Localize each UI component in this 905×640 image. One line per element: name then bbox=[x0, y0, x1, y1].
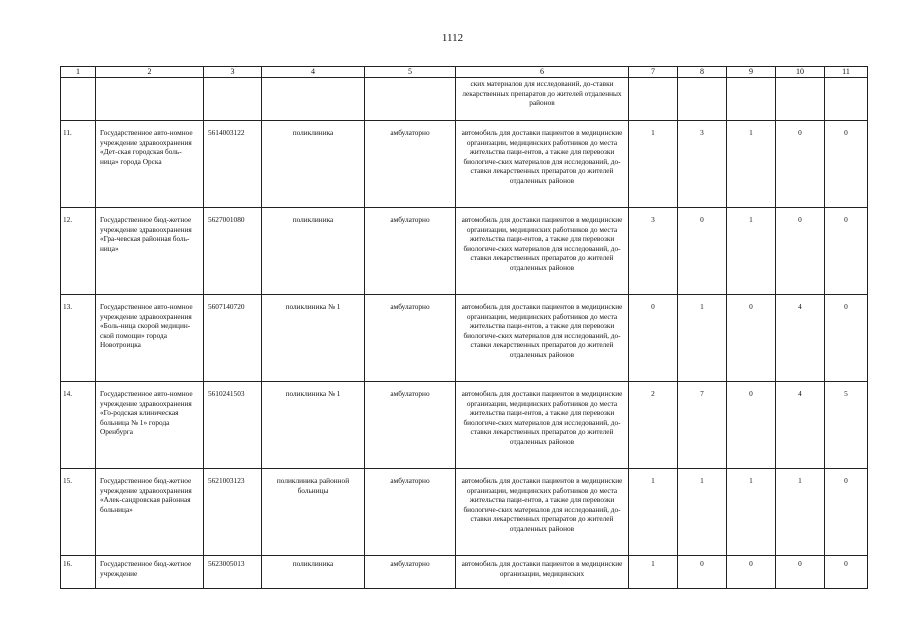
inn-cell: 5623005013 bbox=[204, 556, 262, 589]
table-row bbox=[61, 556, 868, 589]
column-number: 2 bbox=[96, 67, 204, 78]
count-cell: 0 bbox=[678, 556, 727, 589]
unit-cell: поликлиника районной больницы bbox=[262, 469, 365, 556]
row-number: 15. bbox=[61, 469, 96, 556]
count-cell: 7 bbox=[678, 382, 727, 469]
row-number: 11. bbox=[61, 121, 96, 208]
organization-cell: Государственное бюд-жетное учреждение здравоохранения «Алек-сандровская районная больница» bbox=[96, 469, 204, 556]
vehicles-table bbox=[60, 66, 868, 589]
count-cell: 3 bbox=[629, 208, 678, 295]
count-cell: 1 bbox=[629, 469, 678, 556]
count-cell: 2 bbox=[629, 382, 678, 469]
count-cell: 5 bbox=[825, 382, 868, 469]
mode-cell: амбулаторно bbox=[365, 208, 456, 295]
row-number: 13. bbox=[61, 295, 96, 382]
count-cell: 1 bbox=[727, 121, 776, 208]
organization-cell: Государственное авто-номное учреждение здравоохранения «Го-родская клиническая больница № 1» города Оренбурга bbox=[96, 382, 204, 469]
count-cell: 0 bbox=[825, 121, 868, 208]
count-cell: 0 bbox=[825, 208, 868, 295]
count-cell: 0 bbox=[825, 295, 868, 382]
count-cell: 0 bbox=[776, 121, 825, 208]
inn-cell: 5621003123 bbox=[204, 469, 262, 556]
table-row bbox=[61, 469, 868, 556]
count-cell: 1 bbox=[678, 469, 727, 556]
row-number: 16. bbox=[61, 556, 96, 589]
purpose-cell: автомобиль для доставки пациентов в медицинские организации, медицинских работников до места жительства паци-ентов, а также для перевозки биологиче-ских материалов для исследований, до-ставки лекарственных препаратов до жителей отдаленных районов bbox=[456, 382, 629, 469]
count-cell: 1 bbox=[776, 469, 825, 556]
row-number: 14. bbox=[61, 382, 96, 469]
count-cell: 0 bbox=[629, 295, 678, 382]
mode-cell: амбулаторно bbox=[365, 556, 456, 589]
table-row bbox=[61, 382, 868, 469]
table-row bbox=[61, 208, 868, 295]
count-cell: 0 bbox=[727, 295, 776, 382]
count-cell: 4 bbox=[776, 382, 825, 469]
column-number-header bbox=[61, 67, 868, 78]
count-cell: 1 bbox=[629, 121, 678, 208]
unit-cell: поликлиника № 1 bbox=[262, 295, 365, 382]
mode-cell: амбулаторно bbox=[365, 382, 456, 469]
purpose-cell: автомобиль для доставки пациентов в медицинские организации, медицинских работников до места жительства паци-ентов, а также для перевозки биологиче-ских материалов для исследований, до-ставки лекарственных препаратов до жителей отдаленных районов bbox=[456, 469, 629, 556]
purpose-cell: ских материалов для исследований, до-ставки лекарственных препаратов до жителей отдаленных районов bbox=[456, 78, 629, 121]
count-cell: 0 bbox=[678, 208, 727, 295]
column-number: 8 bbox=[678, 67, 727, 78]
count-cell: 1 bbox=[727, 469, 776, 556]
column-number: 10 bbox=[776, 67, 825, 78]
count-cell: 3 bbox=[678, 121, 727, 208]
inn-cell: 5627001080 bbox=[204, 208, 262, 295]
count-cell: 0 bbox=[776, 208, 825, 295]
count-cell: 0 bbox=[825, 469, 868, 556]
row-number: 12. bbox=[61, 208, 96, 295]
organization-cell: Государственное бюд-жетное учреждение bbox=[96, 556, 204, 589]
inn-cell: 5610241503 bbox=[204, 382, 262, 469]
count-cell: 0 bbox=[776, 556, 825, 589]
count-cell: 0 bbox=[727, 556, 776, 589]
column-number: 9 bbox=[727, 67, 776, 78]
unit-cell: поликлиника bbox=[262, 208, 365, 295]
column-number: 3 bbox=[204, 67, 262, 78]
mode-cell: амбулаторно bbox=[365, 469, 456, 556]
table-row bbox=[61, 295, 868, 382]
purpose-cell: автомобиль для доставки пациентов в медицинские организации, медицинских работников до места жительства паци-ентов, а также для перевозки биологиче-ских материалов для исследований, до-ставки лекарственных препаратов до жителей отдаленных районов bbox=[456, 295, 629, 382]
purpose-cell: автомобиль для доставки пациентов в медицинские организации, медицинских работников до места жительства паци-ентов, а также для перевозки биологиче-ских материалов для исследований, до-ставки лекарственных препаратов до жителей отдаленных районов bbox=[456, 121, 629, 208]
column-number: 11 bbox=[825, 67, 868, 78]
inn-cell: 5614003122 bbox=[204, 121, 262, 208]
column-number: 5 bbox=[365, 67, 456, 78]
organization-cell: Государственное авто-номное учреждение здравоохранения «Дет-ская городская боль-ница» города Орска bbox=[96, 121, 204, 208]
unit-cell: поликлиника № 1 bbox=[262, 382, 365, 469]
count-cell: 4 bbox=[776, 295, 825, 382]
organization-cell: Государственное авто-номное учреждение здравоохранения «Боль-ница скорой медицин-ской помощи» города Новотроицка bbox=[96, 295, 204, 382]
count-cell: 0 bbox=[825, 556, 868, 589]
inn-cell: 5607140720 bbox=[204, 295, 262, 382]
mode-cell: амбулаторно bbox=[365, 295, 456, 382]
continuation-row bbox=[61, 78, 868, 121]
organization-cell: Государственное бюд-жетное учреждение здравоохранения «Гра-чевская районная боль-ница» bbox=[96, 208, 204, 295]
purpose-cell: автомобиль для доставки пациентов в медицинские организации, медицинских bbox=[456, 556, 629, 589]
count-cell: 1 bbox=[678, 295, 727, 382]
column-number: 4 bbox=[262, 67, 365, 78]
count-cell: 0 bbox=[727, 382, 776, 469]
column-number: 6 bbox=[456, 67, 629, 78]
count-cell: 1 bbox=[629, 556, 678, 589]
unit-cell: поликлиника bbox=[262, 121, 365, 208]
unit-cell: поликлиника bbox=[262, 556, 365, 589]
count-cell: 1 bbox=[727, 208, 776, 295]
purpose-cell: автомобиль для доставки пациентов в медицинские организации, медицинских работников до места жительства паци-ентов, а также для перевозки биологиче-ских материалов для исследований, до-ставки лекарственных препаратов до жителей отдаленных районов bbox=[456, 208, 629, 295]
mode-cell: амбулаторно bbox=[365, 121, 456, 208]
column-number: 7 bbox=[629, 67, 678, 78]
table-row bbox=[61, 121, 868, 208]
page-number: 1112 bbox=[441, 32, 464, 44]
column-number: 1 bbox=[61, 67, 96, 78]
